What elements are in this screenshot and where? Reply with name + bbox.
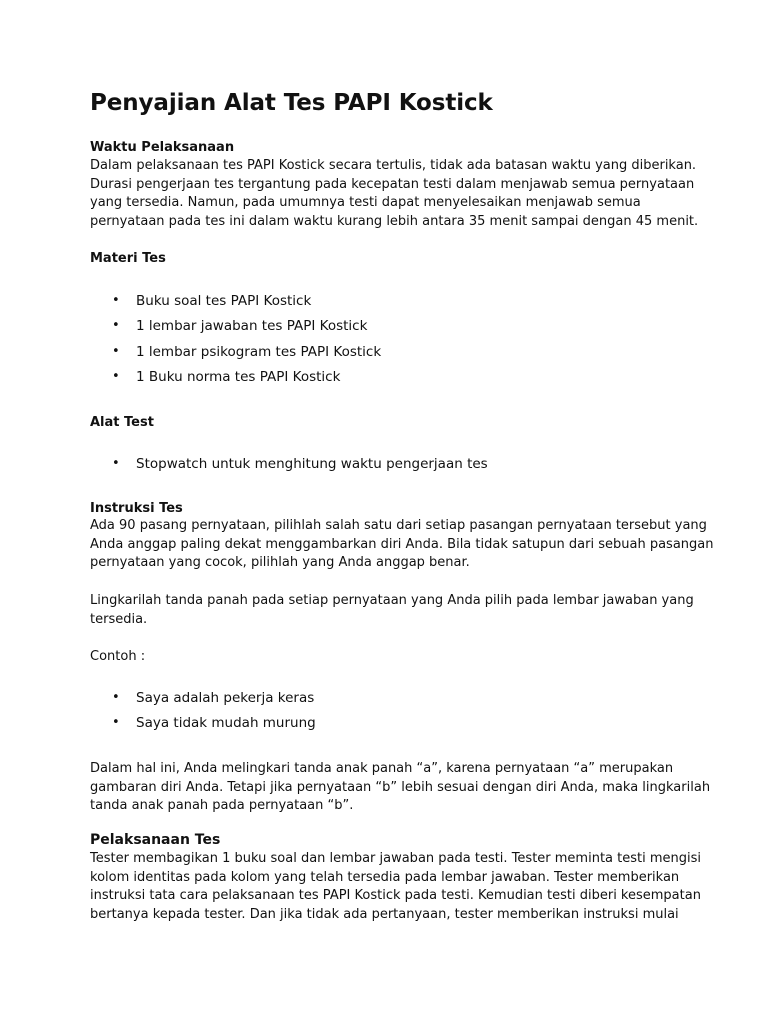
list-item: • Stopwatch untuk menghitung waktu pengerjaan tes [90,454,488,479]
waktu-heading: Waktu Pelaksanaan [90,140,235,155]
text-line: Dalam hal ini, Anda melingkari tanda anak panah “a”, karena pernyataan “a” merupakan [90,761,674,776]
alat-heading: Alat Test [90,415,154,430]
text-line: Durasi pengerjaan tes tergantung pada kecepatan testi dalam menjawab semua pernyataan [90,176,695,192]
materi-heading: Materi Tes [90,251,166,266]
text-line: kolom identitas pada kolom yang telah tersedia pada lembar jawaban. Tester memberikan [90,869,680,885]
pelaksanaan-paragraph [90,850,701,924]
alat-list [90,454,488,479]
list-item: • Buku soal tes PAPI Kostick [90,291,381,316]
pelaksanaan-heading: Pelaksanaan Tes [90,832,221,848]
text-line: Lingkarilah tanda panah pada setiap pernyataan yang Anda pilih pada lembar jawaban yang [90,593,694,608]
text-line: Dalam pelaksanaan tes PAPI Kostick secara tertulis, tidak ada batasan waktu yang diberikan. [90,158,697,173]
text-line: Tester membagikan 1 buku soal dan lembar jawaban pada testi. Tester meminta testi mengisi [90,851,701,866]
list-item: • Saya adalah pekerja keras [90,688,316,713]
text-line: gambaran diri Anda. Tetapi jika pernyataan “b” lebih sesuai dengan diri Anda, maka lingkarilah [90,779,711,795]
text-line: bertanya kepada tester. Dan jika tidak ada pertanyaan, tester memberikan instruksi mulai [90,906,679,922]
text-line: yang tersedia. Namun, pada umumnya testi dapat menyelesaikan menjawab semua [90,195,641,210]
list-item: • 1 Buku norma tes PAPI Kostick [90,367,381,392]
text-line: pernyataan pada tes ini dalam waktu kurang lebih antara 35 menit sampai dengan 45 menit. [90,213,699,229]
list-item: • Saya tidak mudah murung [90,713,316,738]
instruksi-paragraph-3 [90,760,711,816]
instruksi-paragraph-1 [90,517,714,573]
materi-list [90,291,381,392]
instruksi-paragraph-2 [90,592,694,629]
contoh-list [90,688,316,739]
contoh-label: Contoh : [90,649,146,664]
list-item: • 1 lembar jawaban tes PAPI Kostick [90,316,381,341]
text-line: pernyataan yang cocok, pilihlah yang Anda anggap benar. [90,555,470,570]
text-line: tersedia. [90,611,148,627]
list-item: • 1 lembar psikogram tes PAPI Kostick [90,342,381,367]
text-line: instruksi tata cara pelaksanaan tes PAPI Kostick pada testi. Kemudian testi diberi kesempatan [90,888,701,903]
instruksi-heading: Instruksi Tes [90,501,183,516]
text-line: tanda anak panah pada pernyataan “b”. [90,798,354,813]
waktu-paragraph [90,157,699,231]
text-line: Ada 90 pasang pernyataan, pilihlah salah satu dari setiap pasangan pernyataan tersebut yang [90,518,707,533]
text-line: Anda anggap paling dekat menggambarkan diri Anda. Bila tidak satupun dari sebuah pasangan [90,536,714,552]
page-title: Penyajian Alat Tes PAPI Kostick [90,90,493,116]
